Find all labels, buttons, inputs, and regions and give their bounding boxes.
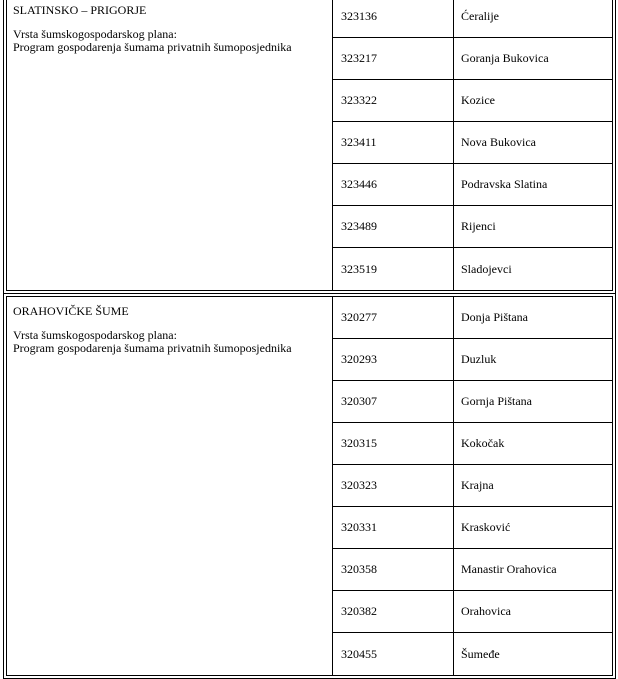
table-row — [333, 549, 612, 591]
document-page — [3, 0, 616, 679]
plan-type — [13, 329, 332, 355]
table-row — [333, 297, 612, 339]
cadastral-code: 320358 — [333, 549, 454, 590]
plan-type-value: Program gospodarenja šumama privatnih šumoposjednika — [13, 40, 292, 54]
settlement-name: Kozice — [461, 93, 495, 107]
settlement-name: Podravska Slatina — [461, 177, 548, 191]
settlement-name: Gornja Pištana — [461, 394, 532, 408]
management-unit-orahovicke-sume — [3, 293, 616, 679]
settlement-name: Kokočak — [461, 436, 505, 450]
settlement-name: Donja Pištana — [461, 310, 528, 324]
cadastral-code: 323489 — [333, 206, 454, 247]
cadastral-code: 320307 — [333, 381, 454, 422]
table-row — [333, 248, 612, 290]
cadastral-code: 320315 — [333, 423, 454, 464]
cadastral-code: 320277 — [333, 297, 454, 338]
settlement-name: Duzluk — [461, 352, 497, 366]
settlement-list — [333, 297, 612, 675]
cadastral-code: 320331 — [333, 507, 454, 548]
unit-table — [6, 296, 613, 676]
settlement-name: Rijenci — [461, 219, 496, 233]
table-row — [333, 80, 612, 122]
cadastral-code: 320293 — [333, 339, 454, 380]
unit-table — [6, 0, 613, 291]
plan-type — [13, 28, 332, 54]
cadastral-code: 323411 — [333, 122, 454, 163]
unit-description-cell — [7, 297, 333, 675]
settlement-name: Krasković — [461, 520, 511, 534]
table-row — [333, 0, 612, 38]
settlement-name: Nova Bukovica — [461, 135, 536, 149]
table-row — [333, 465, 612, 507]
unit-name: SLATINSKO – PRIGORJE — [13, 3, 147, 17]
settlement-list — [333, 0, 612, 290]
table-row — [333, 591, 612, 633]
table-row — [333, 381, 612, 423]
cadastral-code: 323136 — [333, 0, 454, 37]
cadastral-code: 320382 — [333, 591, 454, 632]
table-row — [333, 206, 612, 248]
cadastral-code: 320455 — [333, 633, 454, 675]
settlement-name: Orahovica — [461, 604, 511, 618]
settlement-name: Šumeđe — [461, 646, 500, 661]
table-row — [333, 339, 612, 381]
table-row — [333, 507, 612, 549]
table-row — [333, 633, 612, 675]
cadastral-code: 323519 — [333, 248, 454, 290]
table-row — [333, 38, 612, 80]
plan-type-value: Program gospodarenja šumama privatnih šumoposjednika — [13, 341, 292, 355]
cadastral-code: 323322 — [333, 80, 454, 121]
unit-name: ORAHOVIČKE ŠUME — [13, 304, 129, 318]
settlement-name: Sladojevci — [461, 261, 512, 276]
unit-description-cell — [7, 0, 333, 290]
cadastral-code: 320323 — [333, 465, 454, 506]
table-row — [333, 164, 612, 206]
settlement-name: Krajna — [461, 478, 494, 492]
settlement-name: Manastir Orahovica — [461, 562, 557, 576]
cadastral-code: 323446 — [333, 164, 454, 205]
cadastral-code: 323217 — [333, 38, 454, 79]
plan-type-label: Vrsta šumskogospodarskog plana: — [13, 328, 177, 342]
table-row — [333, 423, 612, 465]
plan-type-label: Vrsta šumskogospodarskog plana: — [13, 27, 177, 41]
settlement-name: Ćeralije — [461, 9, 499, 23]
settlement-name: Goranja Bukovica — [461, 51, 549, 65]
management-unit-slatinsko-prigorje — [3, 0, 616, 294]
table-row — [333, 122, 612, 164]
